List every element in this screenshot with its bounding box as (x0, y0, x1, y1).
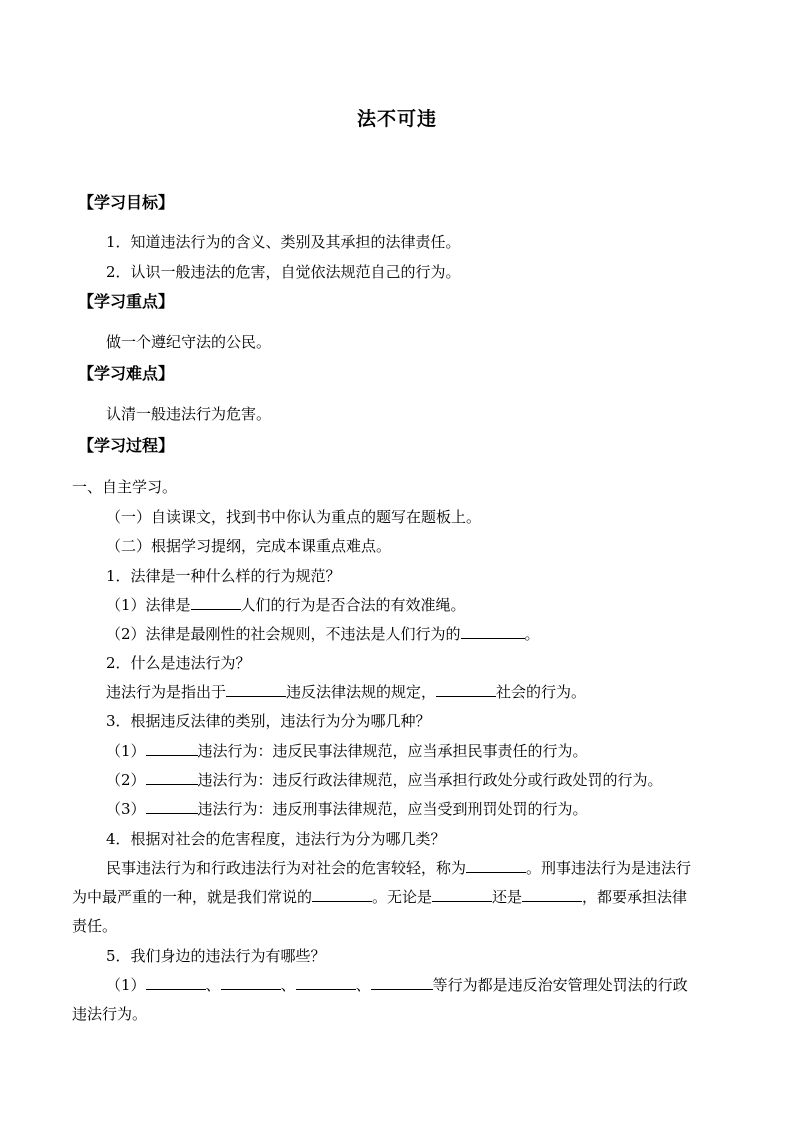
fill-blank[interactable] (522, 887, 582, 902)
question-1b-prefix: （2）法律是最刚性的社会规则，不违法是人们行为的 (106, 625, 461, 643)
question-4-line-2-suffix: ，都要承担法律 (582, 888, 688, 906)
question-5a-line-2: 违法行为。 (72, 1005, 148, 1023)
question-4-line-1-prefix: 民事违法行为和行政违法行为对社会的危害较轻，称为 (106, 859, 467, 877)
question-4-line-2-middle-2: 还是 (492, 888, 523, 906)
question-4-line-2-middle-1: 。无论是 (372, 888, 433, 906)
question-2a-middle: 违反法律法规的规定， (286, 683, 437, 701)
document-title: 法不可违 (356, 108, 437, 130)
fill-blank[interactable] (461, 624, 525, 639)
question-5a-prefix: （1） (106, 976, 146, 994)
difficulties-heading: 【学习难点】 (78, 364, 175, 383)
step-2: （二）根据学习提纲，完成本课重点难点。 (106, 537, 392, 555)
key-points-heading: 【学习重点】 (78, 292, 175, 311)
fill-blank[interactable] (221, 975, 281, 990)
question-1a (106, 595, 794, 615)
question-3b-prefix: （2） (106, 771, 146, 789)
question-2a (106, 682, 794, 702)
question-3a-prefix: （1） (106, 742, 146, 760)
question-3b (106, 770, 794, 790)
question-4-line-1 (106, 858, 794, 878)
question-3c (106, 799, 794, 819)
objectives-heading: 【学习目标】 (78, 193, 175, 212)
separator: 、 (205, 976, 221, 994)
fill-blank[interactable] (146, 975, 206, 990)
section-1-title: 一、自主学习。 (72, 478, 178, 496)
question-4-line-2 (72, 887, 794, 907)
question-1b-suffix: 。 (524, 625, 540, 643)
question-1a-suffix: 人们的行为是否合法的有效准绳。 (240, 596, 466, 614)
fill-blank[interactable] (146, 799, 198, 814)
objective-item-1: 1．知道违法行为的含义、类别及其承担的法律责任。 (106, 233, 461, 251)
process-heading: 【学习过程】 (78, 436, 175, 455)
question-4-line-1-suffix: 。刑事违法行为是违法行 (526, 859, 692, 877)
fill-blank[interactable] (296, 975, 356, 990)
fill-blank[interactable] (436, 682, 496, 697)
question-1a-prefix: （1）法律是 (106, 596, 191, 614)
objective-item-2: 2．认识一般违法的危害，自觉依法规范自己的行为。 (106, 263, 461, 281)
question-3c-prefix: （3） (106, 800, 146, 818)
fill-blank[interactable] (191, 595, 241, 610)
fill-blank[interactable] (146, 770, 198, 785)
step-1: （一）自读课文，找到书中你认为重点的题写在题板上。 (106, 508, 482, 526)
fill-blank[interactable] (226, 682, 286, 697)
question-3b-suffix: 违法行为：违反行政法律规范，应当承担行政处分或行政处罚的行为。 (197, 771, 663, 789)
question-3c-suffix: 违法行为：违反刑事法律规范，应当受到刑罚处罚的行为。 (197, 800, 588, 818)
difficulties-text: 认清一般违法行为危害。 (106, 405, 272, 423)
question-4-line-2-prefix: 为中最严重的一种，就是我们常说的 (72, 888, 313, 906)
question-1b (106, 624, 794, 644)
fill-blank[interactable] (466, 858, 526, 873)
question-3a (106, 741, 794, 761)
question-1: 1．法律是一种什么样的行为规范？ (106, 567, 341, 585)
question-4: 4．根据对社会的危害程度，违法行为分为哪几类？ (106, 830, 446, 848)
fill-blank[interactable] (371, 975, 433, 990)
question-2a-suffix: 社会的行为。 (496, 683, 587, 701)
fill-blank[interactable] (146, 741, 198, 756)
question-2a-prefix: 违法行为是指出于 (106, 683, 227, 701)
separator: 、 (355, 976, 371, 994)
question-4-line-3: 责任。 (72, 917, 118, 935)
question-3: 3．根据违反法律的类别，违法行为分为哪几种？ (106, 712, 431, 730)
question-2: 2．什么是违法行为？ (106, 654, 251, 672)
key-points-text: 做一个遵纪守法的公民。 (106, 333, 272, 351)
question-5a (106, 975, 794, 995)
question-5a-suffix: 等行为都是违反治安管理处罚法的行政 (432, 976, 688, 994)
fill-blank[interactable] (432, 887, 492, 902)
separator: 、 (280, 976, 296, 994)
fill-blank[interactable] (312, 887, 372, 902)
question-3a-suffix: 违法行为：违反民事法律规范，应当承担民事责任的行为。 (197, 742, 588, 760)
question-5: 5．我们身边的违法行为有哪些？ (106, 947, 326, 965)
